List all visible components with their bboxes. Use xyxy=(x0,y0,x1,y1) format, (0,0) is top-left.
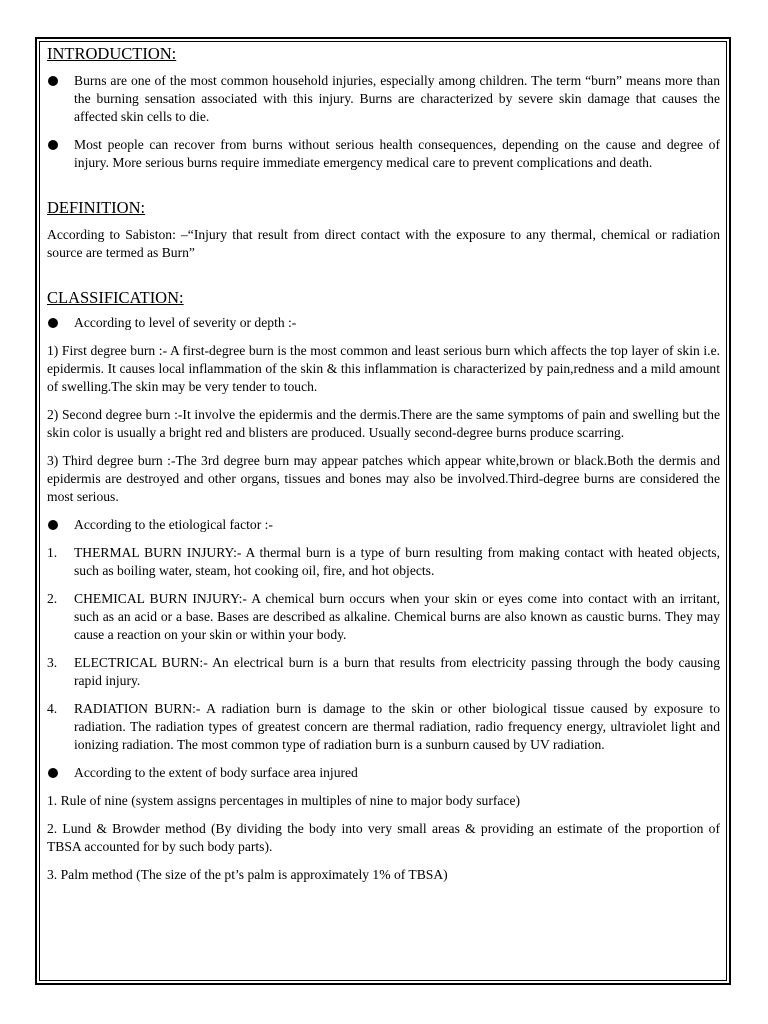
list-number: 1. xyxy=(47,545,58,560)
etiology-bullet xyxy=(47,516,720,534)
etiology-item-text: THERMAL BURN INJURY:- A thermal burn is a type of burn resulting from making contact with heated objects, such as boiling water, steam, hot cooking oil, fire, and hot objects. xyxy=(74,545,720,578)
severity-bullet-text: According to level of severity or depth :- xyxy=(74,315,297,330)
etiology-item-thermal xyxy=(47,544,720,580)
extent-bullet-text: According to the extent of body surface area injured xyxy=(74,765,358,780)
document-content xyxy=(47,44,720,894)
intro-bullet-1 xyxy=(47,72,720,126)
rule-of-nine-text: 1. Rule of nine (system assigns percentages in multiples of nine to major body surface) xyxy=(47,793,521,808)
introduction-section xyxy=(47,44,720,172)
classification-section xyxy=(47,288,720,884)
severity-bullet xyxy=(47,314,720,332)
list-number: 2. xyxy=(47,591,58,606)
extent-bullet xyxy=(47,764,720,782)
etiology-item-chemical xyxy=(47,590,720,644)
bullet-dot-icon xyxy=(48,76,58,86)
classification-heading: CLASSIFICATION: xyxy=(47,288,184,307)
definition-text: According to Sabiston: –“Injury that result from direct contact with the exposure to any thermal, chemical or radiation source are termed as Burn” xyxy=(47,227,720,260)
second-degree-burn-text: 2) Second degree burn :-It involve the epidermis and the dermis.There are the same symptoms of pain and swelling but the skin color is usually a bright red and blisters are produced. Usually second-degree burns produce scarring. xyxy=(47,407,720,440)
introduction-heading: INTRODUCTION: xyxy=(47,44,177,63)
definition-section xyxy=(47,198,720,262)
intro-bullet-1-text: Burns are one of the most common household injuries, especially among children. The term “burn” means more than the burning sensation associated with this injury. Burns are characterized by severe skin damage that causes the affected skin cells to die. xyxy=(74,73,720,124)
etiology-item-radiation xyxy=(47,700,720,754)
etiology-item-text: CHEMICAL BURN INJURY:- A chemical burn occurs when your skin or eyes come into contact with an irritant, such as an acid or a base. Bases are described as alkaline. Chemical burns are also known as caustic burns. They may cause a reaction on your skin or within your body. xyxy=(74,591,720,642)
palm-method-text: 3. Palm method (The size of the pt’s palm is approximately 1% of TBSA) xyxy=(47,867,448,882)
etiology-item-text: RADIATION BURN:- A radiation burn is damage to the skin or other biological tissue caused by exposure to radiation. The radiation types of greatest concern are thermal radiation, radio frequency energy, ultraviolet light and ionizing radiation. The most common type of radiation burn is a sunburn caused by UV radiation. xyxy=(74,701,720,752)
bullet-dot-icon xyxy=(48,520,58,530)
third-degree-burn-text: 3) Third degree burn :-The 3rd degree burn may appear patches which appear white,brown or black.Both the dermis and epidermis are destroyed and other organs, tissues and bones may also be involved.Third-degree burns are considered the most serious. xyxy=(47,453,720,504)
list-number: 4. xyxy=(47,701,58,716)
etiology-item-text: ELECTRICAL BURN:- An electrical burn is a burn that results from electricity passing through the body causing rapid injury. xyxy=(74,655,720,688)
etiology-item-electrical xyxy=(47,654,720,690)
intro-bullet-2 xyxy=(47,136,720,172)
bullet-dot-icon xyxy=(48,318,58,328)
list-number: 3. xyxy=(47,655,58,670)
first-degree-burn-text: 1) First degree burn :- A first-degree burn is the most common and least serious burn which affects the top layer of skin i.e. epidermis. It causes local inflammation of the skin & this inflammation is characterized by pain,redness and a mild amount of swelling.The skin may be very tender to touch. xyxy=(47,343,720,394)
intro-bullet-2-text: Most people can recover from burns without serious health consequences, depending on the cause and degree of injury. More serious burns require immediate emergency medical care to prevent complications and death. xyxy=(74,137,720,170)
definition-heading: DEFINITION: xyxy=(47,198,146,217)
etiology-bullet-text: According to the etiological factor :- xyxy=(74,517,273,532)
bullet-dot-icon xyxy=(48,140,58,150)
bullet-dot-icon xyxy=(48,768,58,778)
lund-browder-text: 2. Lund & Browder method (By dividing the body into very small areas & providing an estimate of the proportion of TBSA accounted for by such body parts). xyxy=(47,821,720,854)
